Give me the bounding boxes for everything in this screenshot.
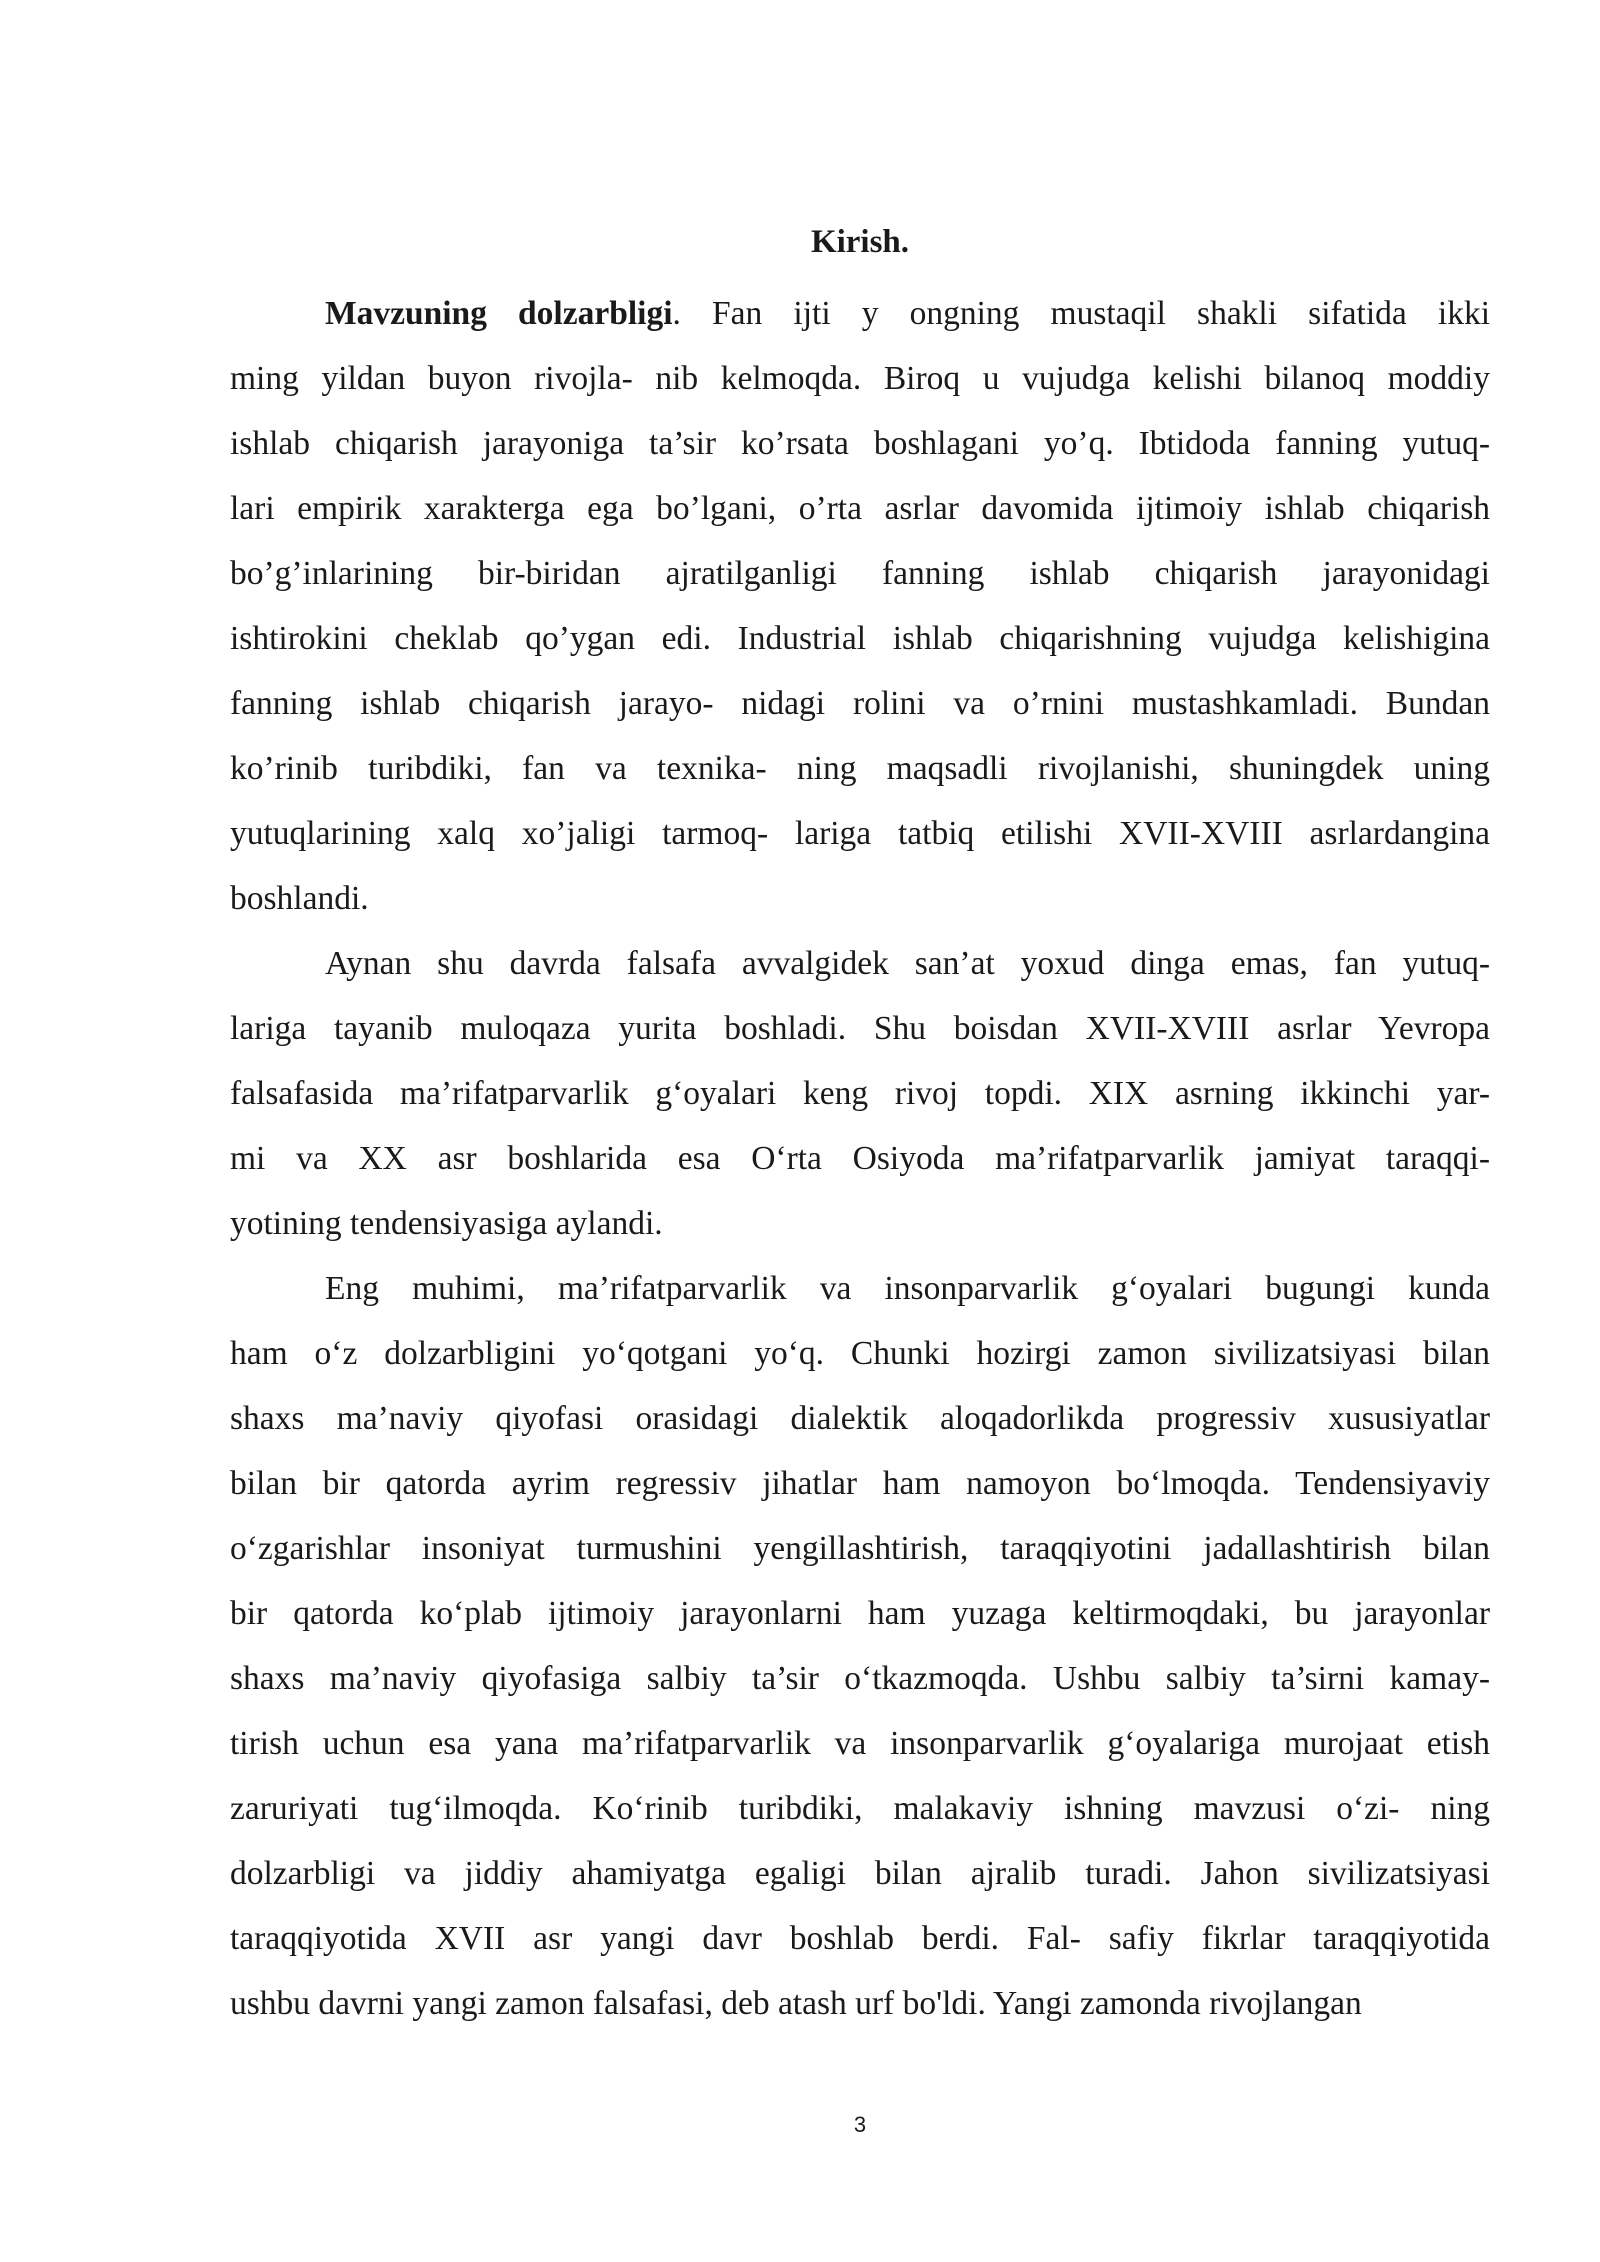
- paragraph: [230, 1256, 1490, 2036]
- text-line: falsafasida ma’rifatparvarlik g‘oyalari keng rivoj topdi. XIX asrning ikkinchi yar-: [230, 1075, 1490, 1112]
- text-line: zaruriyati tug‘ilmoqda. Ko‘rinib turibdiki, malakaviy ishning mavzusi o‘zi- ning: [230, 1790, 1490, 1827]
- text-line: tirish uchun esa yana ma’rifatparvarlik va insonparvarlik g‘oyalariga murojaat etish: [230, 1725, 1490, 1762]
- text-line: Aynan shu davrda falsafa avvalgidek san’at yoxud dinga emas, fan yutuq-: [325, 945, 1490, 982]
- page-number: 3: [853, 2112, 867, 2137]
- text-line: dolzarbligi va jiddiy ahamiyatga egaligi bilan ajralib turadi. Jahon sivilizatsiyasi: [230, 1855, 1490, 1892]
- text-line: ushbu davrni yangi zamon falsafasi, deb atash urf bo'ldi. Yangi zamonda rivojlangan: [230, 1985, 1362, 2022]
- paragraph: [230, 931, 1490, 1256]
- page-title: Kirish.: [810, 224, 910, 260]
- text-line: lari empirik xarakterga ega bo’lgani, o’rta asrlar davomida ijtimoiy ishlab chiqarish: [230, 490, 1490, 527]
- text-line: bo’g’inlarining bir-biridan ajratilganligi fanning ishlab chiqarish jarayonidagi: [230, 555, 1490, 592]
- text-line: ishlab chiqarish jarayoniga ta’sir ko’rsata boshlagani yo’q. Ibtidoda fanning yutuq-: [230, 425, 1490, 462]
- text-line: yutuqlarining xalq xo’jaligi tarmoq- lariga tatbiq etilishi XVII-XVIII asrlardangina: [230, 815, 1490, 852]
- text-line: shaxs ma’naviy qiyofasiga salbiy ta’sir o‘tkazmoqda. Ushbu salbiy ta’sirni kamay-: [230, 1660, 1490, 1697]
- text-line: yotining tendensiyasiga aylandi.: [230, 1205, 663, 1242]
- text-line: boshlandi.: [230, 880, 369, 917]
- text-line: lariga tayanib muloqaza yurita boshladi. Shu boisdan XVII-XVIII asrlar Yevropa: [230, 1010, 1490, 1047]
- text-line: ming yildan buyon rivojla- nib kelmoqda. Biroq u vujudga kelishi bilanoq moddiy: [230, 360, 1490, 397]
- text-line: ham o‘z dolzarbligini yo‘qotgani yo‘q. Chunki hozirgi zamon sivilizatsiyasi bilan: [230, 1335, 1490, 1372]
- body-text: [230, 281, 1490, 2036]
- text-fragment: . Fan ijti y ongning mustaqil shakli sifatida ikki: [672, 295, 1490, 332]
- text-line: ishtirokini cheklab qo’ygan edi. Industrial ishlab chiqarishning vujudga kelishigina: [230, 620, 1490, 657]
- text-line: [230, 281, 1490, 346]
- text-line: bilan bir qatorda ayrim regressiv jihatlar ham namoyon bo‘lmoqda. Tendensiyaviy: [230, 1465, 1490, 1502]
- text-line: mi va XX asr boshlarida esa O‘rta Osiyoda ma’rifatparvarlik jamiyat taraqqi-: [230, 1140, 1490, 1177]
- text-line: Eng muhimi, ma’rifatparvarlik va insonparvarlik g‘oyalari bugungi kunda: [325, 1270, 1490, 1307]
- text-line: fanning ishlab chiqarish jarayo- nidagi rolini va o’rnini mustashkamladi. Bundan: [230, 685, 1490, 722]
- text-line: bir qatorda ko‘plab ijtimoiy jarayonlarni ham yuzaga keltirmoqdaki, bu jarayonlar: [230, 1595, 1490, 1632]
- text-line: o‘zgarishlar insoniyat turmushini yengillashtirish, taraqqiyotini jadallashtirish bilan: [230, 1530, 1490, 1567]
- paragraph: [230, 281, 1490, 931]
- text-line: ko’rinib turibdiki, fan va texnika- ning maqsadli rivojlanishi, shuningdek uning: [230, 750, 1490, 787]
- text-line: shaxs ma’naviy qiyofasi orasidagi dialektik aloqadorlikda progressiv xususiyatlar: [230, 1400, 1490, 1437]
- lead-heading: Mavzuning dolzarbligi: [325, 295, 673, 332]
- text-line: taraqqiyotida XVII asr yangi davr boshlab berdi. Fal- safiy fikrlar taraqqiyotida: [230, 1920, 1490, 1957]
